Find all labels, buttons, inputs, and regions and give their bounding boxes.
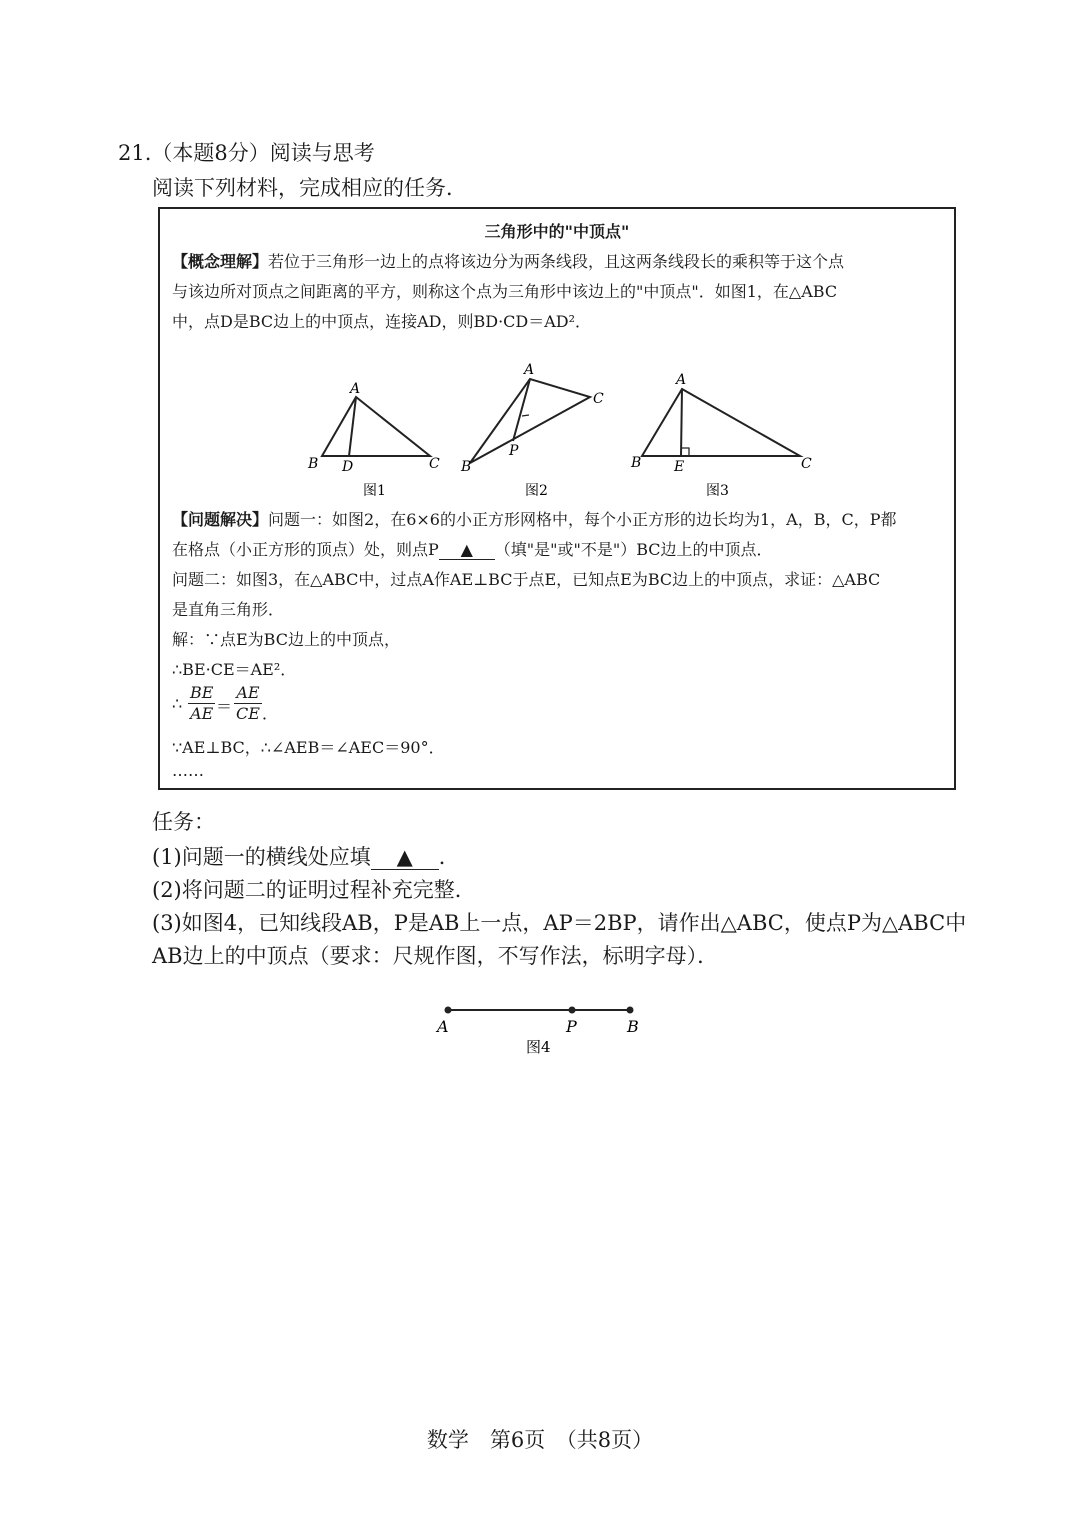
fig3-caption: 图3 — [706, 483, 729, 499]
task1-blank: ▲ — [371, 845, 439, 870]
fig1-label-a: A — [350, 381, 361, 397]
fig3-right-angle-mark — [681, 448, 689, 456]
concept-line-2: 与该边所对顶点之间距离的平方，则称这个点为三角形中该边上的"中顶点"．如图1，在△ABC — [172, 282, 838, 301]
material-title: 三角形中的"中顶点" — [484, 222, 630, 241]
question-title: 21.（本题8分）阅读与思考 — [118, 141, 375, 165]
fig4-label-a: A — [437, 1017, 449, 1036]
frac2-denominator: CE — [236, 704, 260, 723]
fig1-label-b: B — [308, 456, 319, 472]
fraction-ae-over-ce — [234, 683, 262, 724]
solution-line-4: ∵AE⊥BC，∴∠AEB＝∠AEC＝90°． — [172, 738, 445, 757]
material-box — [158, 207, 956, 790]
problem1-blank: ▲ — [439, 540, 495, 560]
fig4-point-b — [627, 1007, 634, 1014]
problem1-line-2: 在格点（小正方形的顶点）处，则点P ▲ （填"是"或"不是"）BC边上的中顶点． — [172, 540, 773, 559]
problem-tag: 【问题解决】 — [172, 510, 269, 529]
fig2-label-p: P — [509, 443, 519, 459]
frac1-denominator: AE — [190, 704, 214, 723]
fig4-caption: 图4 — [526, 1038, 551, 1056]
fig3-label-c: C — [801, 456, 812, 472]
fig1-caption: 图1 — [363, 483, 386, 499]
frac2-numerator: AE — [234, 683, 262, 704]
tasks-heading: 任务： — [152, 810, 215, 834]
fig4-point-p — [569, 1007, 576, 1014]
task-3-line-2: AB边上的中顶点（要求：尺规作图，不写作法，标明字母）． — [152, 944, 719, 968]
figure-4 — [400, 995, 680, 1065]
fig2-triangle — [470, 379, 590, 463]
fig3-triangle — [642, 389, 800, 456]
task-2: (2)将问题二的证明过程补充完整． — [152, 878, 476, 902]
fig3-label-b: B — [631, 455, 642, 471]
frac1-numerator: BE — [190, 683, 214, 702]
problem2-line-1: 问题二：如图3，在△ABC中，过点A作AE⊥BC于点E，已知点E为BC边上的中顶点，求证：△ABC — [172, 570, 881, 589]
fig4-label-p: P — [566, 1017, 577, 1036]
fig2-label-a: A — [524, 362, 535, 378]
solution-line-2: ∴BE·CE＝AE²． — [172, 660, 297, 679]
fig4-label-b: B — [627, 1017, 639, 1036]
fig3-altitude-ae — [681, 389, 682, 456]
solution-ellipsis: …… — [172, 761, 204, 780]
concept-line-1: 【概念理解】若位于三角形一边上的点将该边分为两条线段，且这两条线段长的乘积等于这个点 — [172, 252, 845, 271]
fig1-label-c: C — [429, 456, 440, 472]
fig4-point-a — [445, 1007, 452, 1014]
fig2-tick — [522, 415, 529, 416]
figure-1 — [322, 397, 430, 456]
figures-1-3 — [160, 209, 954, 509]
solution-line-1: 解：∵点E为BC边上的中顶点， — [172, 630, 400, 649]
problem1-line-1: 【问题解决】问题一：如图2，在6×6的小正方形网格中，每个小正方形的边长均为1，A，B，C，P都 — [172, 510, 897, 529]
figure-3 — [642, 389, 800, 456]
solution-therefore: ∴ — [172, 694, 183, 713]
problem2-line-2: 是直角三角形． — [172, 600, 285, 619]
fig2-label-b: B — [461, 459, 472, 475]
solution-period: ． — [262, 704, 279, 723]
solution-equals: ＝ — [216, 697, 233, 716]
fraction-be-over-ae — [188, 683, 215, 724]
concept-line-3: 中，点D是BC边上的中顶点，连接AD，则BD·CD＝AD²． — [172, 312, 592, 331]
fig2-caption: 图2 — [525, 483, 548, 499]
fig3-label-a: A — [676, 372, 687, 388]
question-intro: 阅读下列材料，完成相应的任务． — [152, 176, 467, 200]
fig1-triangle — [322, 397, 430, 456]
fig3-label-e: E — [674, 459, 685, 475]
task-1: (1)问题一的横线处应填 ▲ ． — [152, 845, 460, 869]
fig1-label-d: D — [342, 459, 354, 475]
fig2-label-c: C — [593, 391, 604, 407]
figure-2 — [470, 379, 590, 463]
concept-tag: 【概念理解】 — [172, 252, 269, 271]
page-footer: 数学 第6页 （共8页） — [426, 1428, 654, 1452]
task-3-line-1: (3)如图4，已知线段AB，P是AB上一点，AP＝2BP，请作出△ABC，使点P为△ABC中 — [152, 911, 967, 935]
